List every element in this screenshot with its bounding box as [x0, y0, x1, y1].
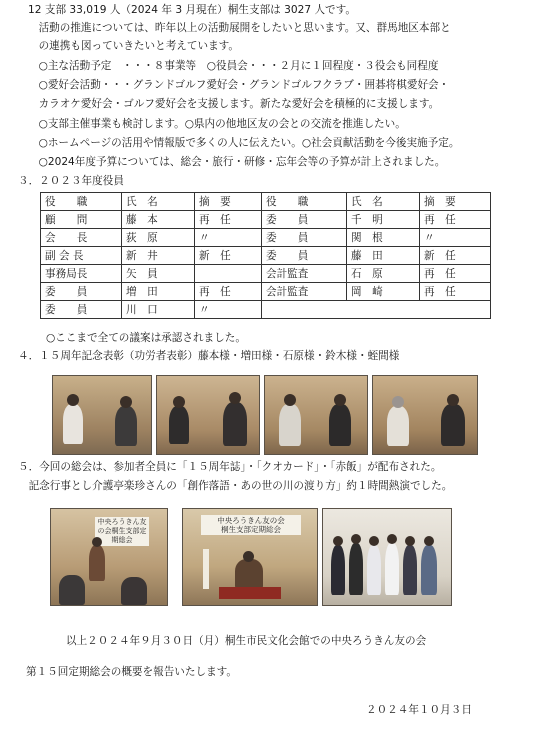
header-cell: 役 職	[41, 193, 122, 211]
table-cell: 〃	[195, 229, 262, 247]
intro-line-7: ○支部主催事業も検討します。○県内の他地区友の会との交流を推進したい。	[28, 118, 406, 130]
table-cell: 会計監査	[262, 283, 347, 301]
intro-line-8: ○ホームページの活用や情報版で多くの人に伝えたい。○社会貢献活動を今後実施予定。	[28, 137, 460, 149]
header-cell: 役 職	[262, 193, 347, 211]
table-cell: 石 原	[347, 265, 420, 283]
footer-line-2: 第１５回定期総会の概要を報告いたします。	[26, 666, 238, 678]
intro-line-9: ○2024年度予算については、総会・旅行・研修・忘年会等の予算が計上されました。	[28, 156, 446, 168]
table-cell: 委 員	[262, 211, 347, 229]
table-cell: 委 員	[262, 247, 347, 265]
table-row	[41, 283, 491, 301]
header-cell: 氏 名	[347, 193, 420, 211]
event-banner-small: 中央ろうきん友の会桐生支部定期総会	[95, 517, 149, 546]
table-row	[41, 211, 491, 229]
banner-line-2: 桐生支部定期総会	[221, 525, 281, 534]
intro-line-5: ○愛好会活動・・・グランドゴルフ愛好会・グランドゴルフクラブ・囲碁将棋愛好会・	[28, 79, 450, 91]
table-row	[41, 265, 491, 283]
footer-line-1: 以上２０２４年９月３０日（月）桐生市民文化会館での中央ろうきん友の会	[66, 635, 427, 647]
award-photo-2	[156, 375, 260, 455]
table-row	[41, 247, 491, 265]
header-cell: 摘 要	[420, 193, 491, 211]
intro-line-2: 活動の推進については、昨年以上の活動展開をしたいと思います。又、群馬地区本部と	[28, 22, 451, 34]
table-cell: 再 任	[195, 211, 262, 229]
table-cell: 〃	[195, 301, 262, 319]
table-header-row	[41, 193, 491, 211]
table-cell: 荻 原	[122, 229, 195, 247]
approval-note: ○ここまで全ての議案は承認されました。	[46, 332, 246, 344]
header-cell: 氏 名	[122, 193, 195, 211]
table-row	[41, 301, 491, 319]
officers-table	[40, 192, 491, 319]
table-cell: 委 員	[41, 301, 122, 319]
table-cell: 新 任	[420, 247, 491, 265]
award-photo-1	[52, 375, 152, 455]
intro-line-3: の連携も図っていきたいと考えています。	[28, 40, 240, 52]
table-cell: 新 任	[195, 247, 262, 265]
table-cell: 委 員	[41, 283, 122, 301]
table-row	[41, 229, 491, 247]
table-cell: 再 任	[420, 283, 491, 301]
section-4-heading: ４．１５周年記念表彰（功労者表彰）藤本様・増田様・石原様・鈴木様・蛭間様	[18, 350, 400, 362]
intro-line-1: 12 支部 33,019 人（2024 年 3 月現在）桐生支部は 3027 人です。	[28, 4, 356, 16]
event-banner	[201, 515, 301, 535]
group-photo	[322, 508, 452, 606]
table-cell: 藤 本	[122, 211, 195, 229]
award-photo-3	[264, 375, 368, 455]
table-cell: 新 井	[122, 247, 195, 265]
table-cell: 藤 田	[347, 247, 420, 265]
table-cell: 岡 崎	[347, 283, 420, 301]
table-cell: 千 明	[347, 211, 420, 229]
table-cell: 〃	[420, 229, 491, 247]
intro-line-4: ○主な活動予定 ・・・８事業等 ○役員会・・・２月に１回程度・３役会も同程度	[28, 60, 439, 72]
table-cell: 顧 問	[41, 211, 122, 229]
intro-line-6: カラオケ愛好会・ゴルフ愛好会を支援します。新たな愛好会を積極的に支援します。	[28, 98, 440, 110]
table-cell: 矢 員	[122, 265, 195, 283]
header-cell: 摘 要	[195, 193, 262, 211]
section-5-line-2: 記念行事とし介護亭楽珍さんの「創作落語・あの世の川の渡り方」約１時間熱演でした。	[18, 480, 453, 492]
table-cell: 関 根	[347, 229, 420, 247]
table-cell: 再 任	[195, 283, 262, 301]
table-cell: 会 長	[41, 229, 122, 247]
table-cell: 再 任	[420, 211, 491, 229]
rakugo-photo-2	[182, 508, 318, 606]
table-cell: 委 員	[262, 229, 347, 247]
table-cell: 会計監査	[262, 265, 347, 283]
table-cell: 副 会 長	[41, 247, 122, 265]
section-5-line-1: ５．今回の総会は、参加者全員に「１５周年誌」・「クオカード」・「赤飯」が配布された。	[18, 461, 442, 473]
report-date: ２０２４年１０月３日	[366, 704, 472, 716]
table-cell	[195, 265, 262, 283]
table-cell: 再 任	[420, 265, 491, 283]
rakugo-photo-1	[50, 508, 168, 606]
table-cell: 事務局長	[41, 265, 122, 283]
table-empty-cell	[262, 301, 491, 319]
banner-line-1: 中央ろうきん友の会	[217, 516, 285, 525]
table-cell: 川 口	[122, 301, 195, 319]
section-3-heading: ３．２０２３年度役員	[18, 175, 124, 187]
table-cell: 増 田	[122, 283, 195, 301]
award-photo-4	[372, 375, 478, 455]
